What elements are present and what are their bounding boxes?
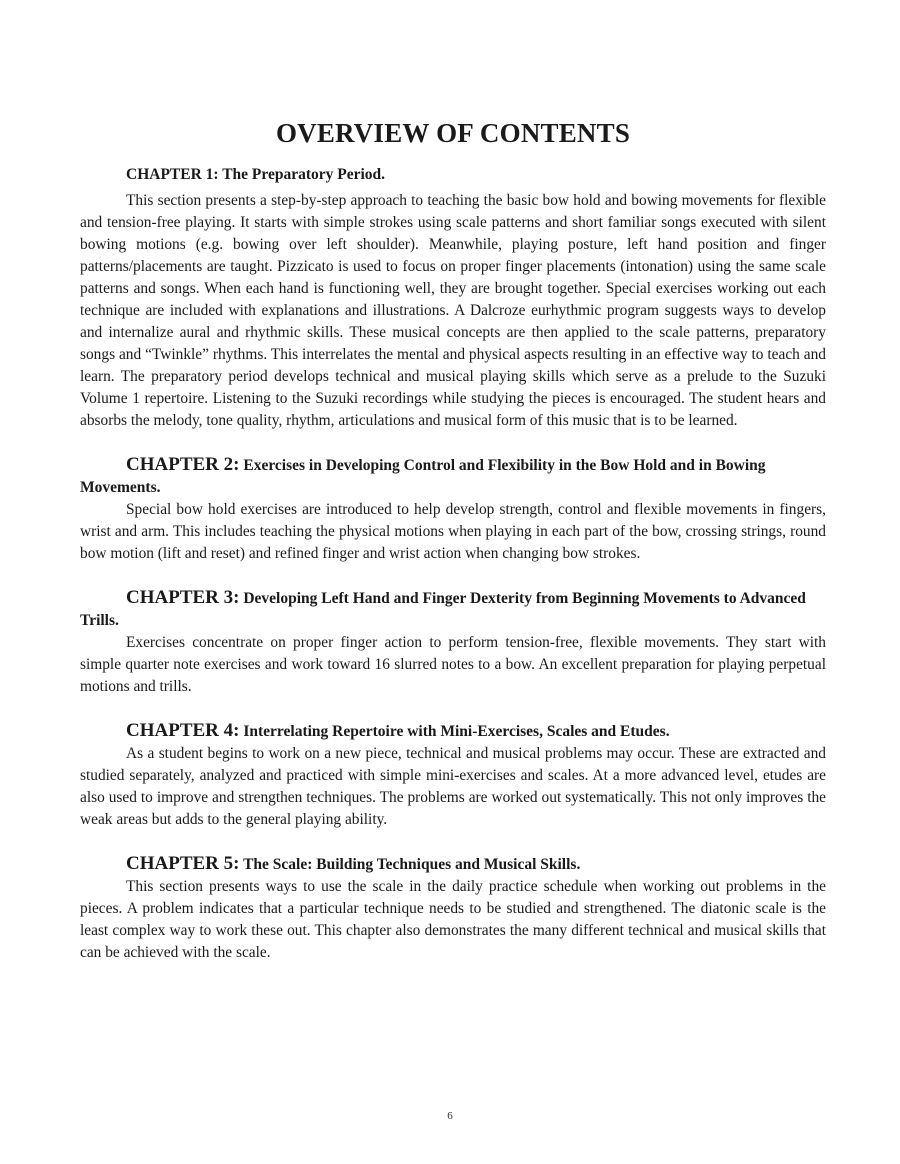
chapter-body: Special bow hold exercises are introduced to help develop strength, control and flexible movements in fingers, wrist and arm. This includes teaching the physical motions when playing in each part of the bow, crossing strings, round bow motion (lift and reset) and refined finger and wrist action when changing bow strokes. — [80, 501, 826, 562]
chapter-body: Exercises concentrate on proper finger action to perform tension-free, flexible movements. They start with simple quarter note exercises and work toward 16 slurred notes to a bow. An excellent preparation for playing perpetual motions and trills. — [80, 634, 826, 695]
chapter-heading — [80, 720, 826, 743]
chapter-2 — [80, 454, 826, 565]
chapter-body: This section presents a step-by-step approach to teaching the basic bow hold and bowing movements for flexible and tension-free playing. It starts with simple strokes using scale patterns and short familiar songs executed with silent bowing motions (e.g. bowing over left shoulder). Meanwhile, playing posture, left hand position and finger patterns/placements are taught. Pizzicato is used to focus on proper finger placements (intonation) using the same scale patterns and songs. When each hand is functioning well, they are brought together. Special exercises working out each technique are included with explanations and illustrations. A Dalcroze eurhythmic program suggests ways to develop and internalize aural and rhythmic skills. These musical concepts are then applied to the scale patterns, preparatory songs and “Twinkle” rhythms. This interrelates the mental and physical aspects resulting in an effective way to teach and learn. The preparatory period develops technical and musical playing skills which serve as a prelude to the Suzuki Volume 1 repertoire. Listening to the Suzuki recordings while studying the pieces is encouraged. The student hears and absorbs the melody, tone quality, rhythm, articulations and musical form of this music that is to be learned. — [80, 192, 826, 429]
chapter-title: Exercises in Developing Control and Flexibility in the Bow Hold and in Bowing Movements. — [80, 457, 766, 496]
chapter-heading — [80, 853, 826, 876]
chapter-number: CHAPTER 2: — [126, 454, 240, 475]
chapter-heading — [80, 587, 826, 632]
chapter-body: As a student begins to work on a new piece, technical and musical problems may occur. These are extracted and studied separately, analyzed and practiced with simple mini-exercises and scales. At a more advanced level, etudes are also used to improve and strengthen techniques. The problems are worked out systematically. This not only improves the weak areas but adds to the general playing ability. — [80, 745, 826, 828]
chapter-heading — [80, 454, 826, 499]
chapter-title: The Preparatory Period. — [222, 166, 386, 183]
chapter-heading — [80, 164, 826, 186]
chapter-3 — [80, 587, 826, 698]
chapter-title: The Scale: Building Techniques and Musical Skills. — [243, 856, 581, 873]
chapter-body: This section presents ways to use the scale in the daily practice schedule when working out problems in the pieces. A problem indicates that a particular technique needs to be studied and strengthened. The diatonic scale is the least complex way to work these out. This chapter also demonstrates the many different technical and musical skills that can be achieved with the scale. — [80, 878, 826, 961]
page-number: 6 — [447, 1110, 453, 1122]
document-page — [80, 114, 826, 986]
chapter-number: CHAPTER 5: — [126, 853, 240, 874]
chapter-number: CHAPTER 1: — [126, 166, 219, 183]
chapter-number: CHAPTER 4: — [126, 720, 240, 741]
chapter-5 — [80, 853, 826, 964]
chapter-1 — [80, 164, 826, 432]
chapter-number: CHAPTER 3: — [126, 587, 240, 608]
chapter-4 — [80, 720, 826, 831]
page-title: OVERVIEW OF CONTENTS — [275, 118, 631, 148]
chapter-title: Interrelating Repertoire with Mini-Exercises, Scales and Etudes. — [243, 723, 670, 740]
chapter-title: Developing Left Hand and Finger Dexterity from Beginning Movements to Advanced Trills. — [80, 590, 806, 629]
